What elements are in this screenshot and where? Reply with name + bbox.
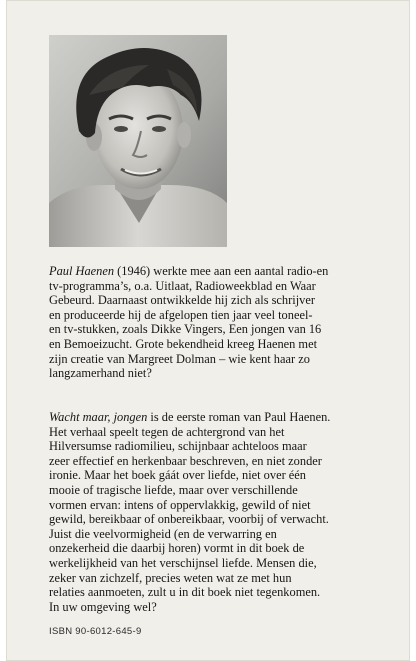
book-title: Wacht maar, jongen (49, 410, 148, 424)
text-line: Hilversumse radiomilieu, schijnbaar achteloos maar (49, 439, 307, 454)
text-line: Wacht maar, jongen is de eerste roman van Paul Haenen. (49, 410, 331, 424)
text-line: en Bemoeizucht. Grote bekendheid kreeg Haenen met (49, 336, 318, 351)
book-description-paragraph (49, 410, 374, 614)
text-line: Het verhaal speelt tegen de achtergrond van het (49, 424, 285, 439)
isbn-number: ISBN 90-6012-645-9 (49, 626, 142, 637)
text-line: en tv-stukken, zoals Dikke Vingers, Een jongen van 16 (49, 322, 322, 337)
text-line: onzekerheid die daarbij horen) vormt in dit boek de (49, 541, 305, 556)
text-line: zeer effectief en herkenbaar beschreven, en niet zonder (49, 453, 322, 468)
author-bio-paragraph (49, 264, 374, 381)
text-line: gewild, bereikbaar of onbereikbaar, voorbij of verwacht. (49, 512, 329, 527)
text-line: werkelijkheid van het verschijnsel liefde. Mensen die, (49, 555, 317, 570)
text-line: vormen ervan: intens of oppervlakkig, gewild of niet (49, 497, 311, 512)
text-line: mooie of tragische liefde, maar over verschillende (49, 482, 298, 497)
text-line: tv-programma’s, o.a. Uitlaat, Radioweekblad en Waar (49, 278, 316, 293)
text-line: Gebeurd. Daarnaast ontwikkelde hij zich als schrijver (49, 293, 315, 308)
author-name: Paul Haenen (49, 264, 115, 278)
text-line: ironie. Maar het boek gáát over liefde, niet over één (49, 468, 306, 483)
book-back-cover (6, 0, 410, 661)
text-line: Paul Haenen (1946) werkte mee aan een aantal radio-en (49, 264, 329, 278)
text-line: langzamerhand niet? (49, 366, 152, 381)
text-line: zeker van zichzelf, precies weten wat ze met hun (49, 570, 292, 585)
author-portrait-photo (49, 35, 227, 247)
text-line: Juist die veelvormigheid (en de verwarring en (49, 526, 277, 541)
text-line: In uw omgeving wel? (49, 599, 157, 614)
text-line: en produceerde hij de afgelopen tien jaar veel toneel- (49, 307, 313, 322)
text-line: relaties aanmoeten, zult u in dit boek niet tegenkomen. (49, 585, 321, 600)
text-line: zijn creatie van Margreet Dolman – wie kent haar zo (49, 351, 310, 366)
